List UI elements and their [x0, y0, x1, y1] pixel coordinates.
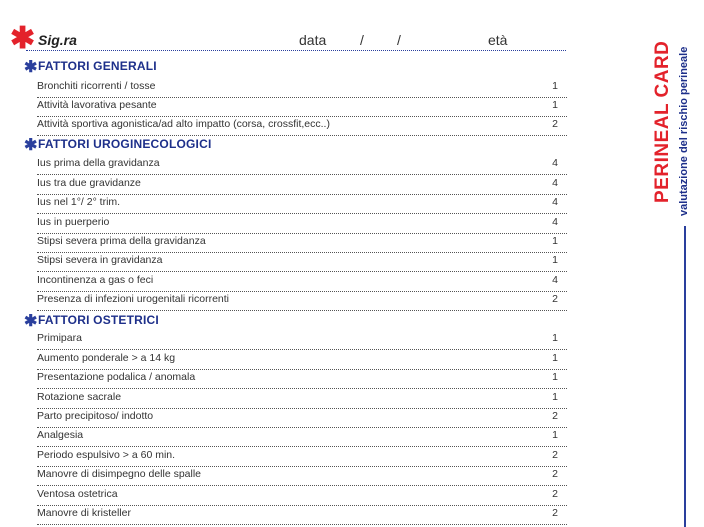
factor-score: 4: [552, 196, 558, 208]
factor-score: 2: [552, 293, 558, 305]
factor-score: 1: [552, 332, 558, 344]
factor-score: 4: [552, 177, 558, 189]
asterisk-icon: ✱: [10, 22, 36, 55]
factor-row: [37, 155, 567, 175]
factor-label: Analgesia: [37, 429, 84, 441]
section-general-factors: [24, 59, 569, 77]
factor-row: [37, 175, 567, 195]
factor-row: [37, 272, 567, 292]
factor-score: 1: [552, 80, 558, 92]
factor-label: Incontinenza a gas o feci: [37, 274, 154, 286]
asterisk-icon: ✱: [24, 59, 38, 76]
factor-label: Ius prima della gravidanza: [37, 157, 160, 169]
factor-score: 2: [552, 410, 558, 422]
factor-row: [37, 447, 567, 467]
factor-label: Ius tra due gravidanze: [37, 177, 141, 189]
section-obstetric-factors: [24, 313, 569, 331]
card-title: PERINEAL CARD: [652, 40, 673, 203]
factor-score: 1: [552, 254, 558, 266]
patient-header: [10, 22, 570, 55]
factor-row: [37, 214, 567, 234]
factor-score: 2: [552, 118, 558, 130]
age-label: età: [488, 32, 508, 48]
factor-score: 4: [552, 216, 558, 228]
factor-label: Periodo espulsivo > a 60 min.: [37, 449, 176, 461]
factor-score: 1: [552, 429, 558, 441]
section-title: FATTORI OSTETRICI: [38, 313, 159, 327]
section-urogynecological-factors: [24, 137, 569, 155]
factor-label: Ventosa ostetrica: [37, 488, 118, 500]
factor-label: Manovre di kristeller: [37, 507, 131, 519]
factor-score: 1: [552, 235, 558, 247]
side-divider-line: [684, 226, 686, 527]
factor-row: [37, 97, 567, 117]
date-separator-1: /: [360, 32, 364, 48]
factor-row: [37, 408, 567, 428]
section-title: FATTORI UROGINECOLOGICI: [38, 137, 212, 151]
asterisk-icon: ✱: [24, 137, 38, 154]
factor-score: 2: [552, 468, 558, 480]
factor-label: Bronchiti ricorrenti / tosse: [37, 80, 156, 92]
factor-label: Aumento ponderale > a 14 kg: [37, 352, 176, 364]
factor-row: [37, 486, 567, 506]
factor-row: [37, 389, 567, 409]
side-branding: [630, 0, 704, 527]
date-separator-2: /: [397, 32, 401, 48]
factor-score: 1: [552, 391, 558, 403]
factor-score: 2: [552, 488, 558, 500]
factor-score: 1: [552, 352, 558, 364]
factor-label: Rotazione sacrale: [37, 391, 122, 403]
factor-row: [37, 194, 567, 214]
asterisk-icon: ✱: [24, 313, 38, 330]
factor-row: [37, 350, 567, 370]
factor-row: [37, 78, 567, 98]
factor-row: [37, 505, 567, 525]
section-title: FATTORI GENERALI: [38, 59, 157, 73]
factor-label: Attività lavorativa pesante: [37, 99, 157, 111]
factor-row: [37, 233, 567, 253]
factor-label: Primipara: [37, 332, 82, 344]
factor-label: Manovre di disimpegno delle spalle: [37, 468, 202, 480]
factor-row: [37, 291, 567, 311]
factor-row: [37, 116, 567, 136]
factor-row: [37, 427, 567, 447]
factor-score: 2: [552, 507, 558, 519]
factor-row: [37, 466, 567, 486]
factor-score: 1: [552, 99, 558, 111]
factor-label: Stipsi severa in gravidanza: [37, 254, 163, 266]
factor-label: Stipsi severa prima della gravidanza: [37, 235, 206, 247]
factor-label: Ius in puerperio: [37, 216, 110, 228]
factor-label: Ius nel 1°/ 2° trim.: [37, 196, 121, 208]
factor-row: [37, 330, 567, 350]
factor-score: 2: [552, 449, 558, 461]
factor-row: [37, 369, 567, 389]
factor-label: Presenza di infezioni urogenitali ricorrenti: [37, 293, 230, 305]
factor-label: Presentazione podalica / anomala: [37, 371, 196, 383]
factor-row: [37, 252, 567, 272]
card-subtitle: valutazione del rischio perineale: [678, 46, 690, 216]
factor-score: 4: [552, 157, 558, 169]
patient-name-label: Sig.ra: [38, 32, 77, 48]
header-dotted-line: [26, 50, 566, 51]
factor-score: 1: [552, 371, 558, 383]
factor-score: 4: [552, 274, 558, 286]
factor-label: Attività sportiva agonistica/ad alto impatto (corsa, crossfit,ecc..): [37, 118, 330, 130]
date-label: data: [299, 32, 327, 48]
factor-label: Parto precipitoso/ indotto: [37, 410, 154, 422]
